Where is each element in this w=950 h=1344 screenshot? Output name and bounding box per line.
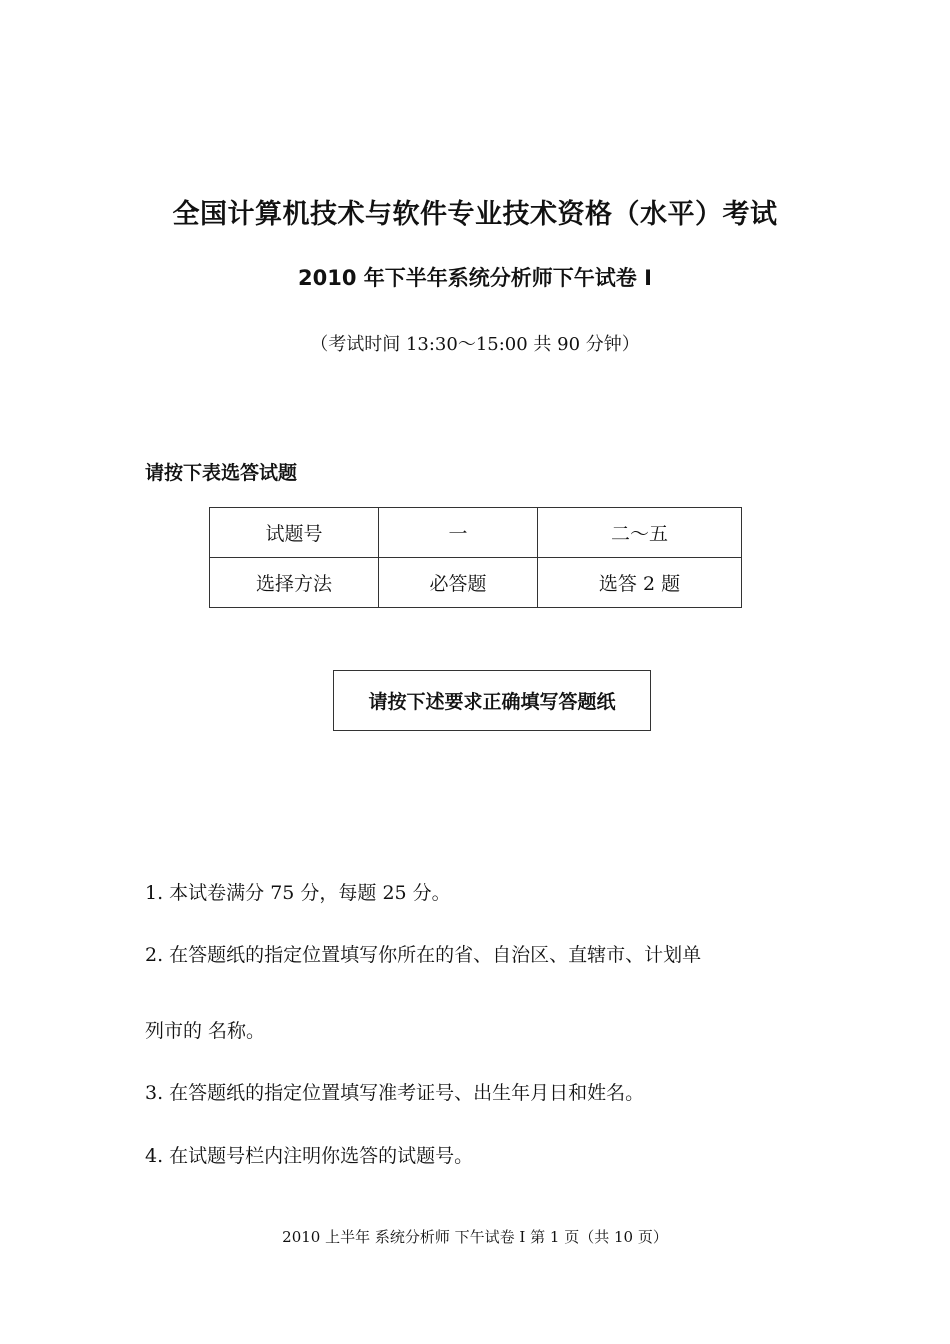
table-cell: 选择方法 — [210, 558, 379, 608]
instruction-item-continuation: 列市的 名称。 — [145, 1020, 266, 1042]
paper-subtitle: 2010 年下半年系统分析师下午试卷 Ⅰ — [298, 266, 652, 290]
instruction-item: 4. 在试题号栏内注明你选答的试题号。 — [145, 1145, 474, 1167]
exam-title: 全国计算机技术与软件专业技术资格（水平）考试 — [172, 199, 778, 230]
selection-heading: 请按下表选答试题 — [145, 462, 298, 484]
table-row — [210, 508, 742, 558]
table-row — [210, 558, 742, 608]
exam-time: （考试时间 13:30～15:00 共 90 分钟） — [310, 334, 640, 355]
table-cell: 选答 2 题 — [538, 558, 742, 608]
page-footer: 2010 上半年 系统分析师 下午试卷 Ⅰ 第 1 页（共 10 页） — [282, 1228, 668, 1246]
table-cell: 试题号 — [210, 508, 379, 558]
answer-sheet-notice-box — [333, 670, 651, 731]
instruction-item: 1. 本试卷满分 75 分，每题 25 分。 — [145, 882, 451, 904]
question-selection-table — [209, 507, 742, 608]
notice-text: 请按下述要求正确填写答题纸 — [368, 691, 616, 713]
instruction-item: 3. 在答题纸的指定位置填写准考证号、出生年月日和姓名。 — [145, 1082, 645, 1104]
instruction-item: 2. 在答题纸的指定位置填写你所在的省、自治区、直辖市、计划单 — [145, 944, 702, 966]
table-cell: 一 — [379, 508, 538, 558]
table-cell: 二～五 — [538, 508, 742, 558]
table-cell: 必答题 — [379, 558, 538, 608]
